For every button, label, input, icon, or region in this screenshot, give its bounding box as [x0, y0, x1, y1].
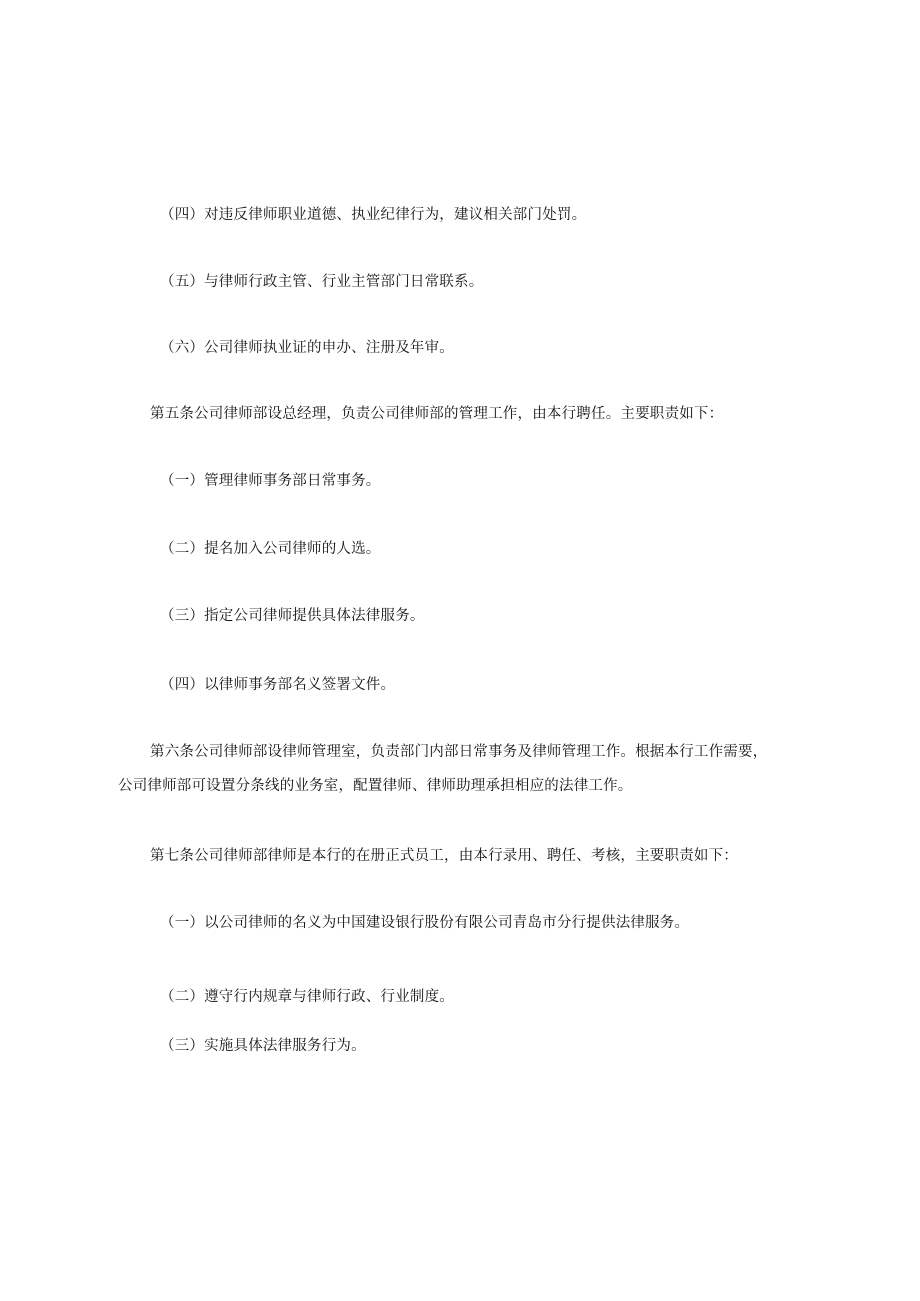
article-5-item-2: （二）提名加入公司律师的人选。	[160, 541, 381, 557]
article-5-item-1: （一）管理律师事务部日常事务。	[160, 473, 381, 489]
article-7-item-2: （二）遵守行内规章与律师行政、行业制度。	[160, 989, 454, 1005]
article-5-item-4: （四）以律师事务部名义签署文件。	[160, 677, 396, 693]
article-7-item-3: （三）实施具体法律服务行为。	[160, 1038, 366, 1054]
article-6-paragraph-line-2: 公司律师部可设置分条线的业务室，配置律师、律师助理承担相应的法律工作。	[118, 778, 633, 794]
article-5-item-3: （三）指定公司律师提供具体法律服务。	[160, 608, 425, 624]
article-7-item-1: （一）以公司律师的名义为中国建设银行股份有限公司青岛市分行提供法律服务。	[160, 915, 690, 931]
clause-5-liaison: （五）与律师行政主管、行业主管部门日常联系。	[160, 274, 484, 290]
clause-4-sanction-recommendation: （四）对违反律师职业道德、执业纪律行为，建议相关部门处罚。	[160, 207, 587, 223]
clause-6-license: （六）公司律师执业证的申办、注册及年审。	[160, 340, 454, 356]
article-6-paragraph-line-1: 第六条公司律师部设律师管理室，负责部门内部日常事务及律师管理工作。根据本行工作需要，	[150, 744, 768, 760]
article-5-heading: 第五条公司律师部设总经理，负责公司律师部的管理工作，由本行聘任。主要职责如下：	[150, 406, 724, 422]
article-7-heading: 第七条公司律师部律师是本行的在册正式员工，由本行录用、聘任、考核，主要职责如下：	[150, 848, 738, 864]
